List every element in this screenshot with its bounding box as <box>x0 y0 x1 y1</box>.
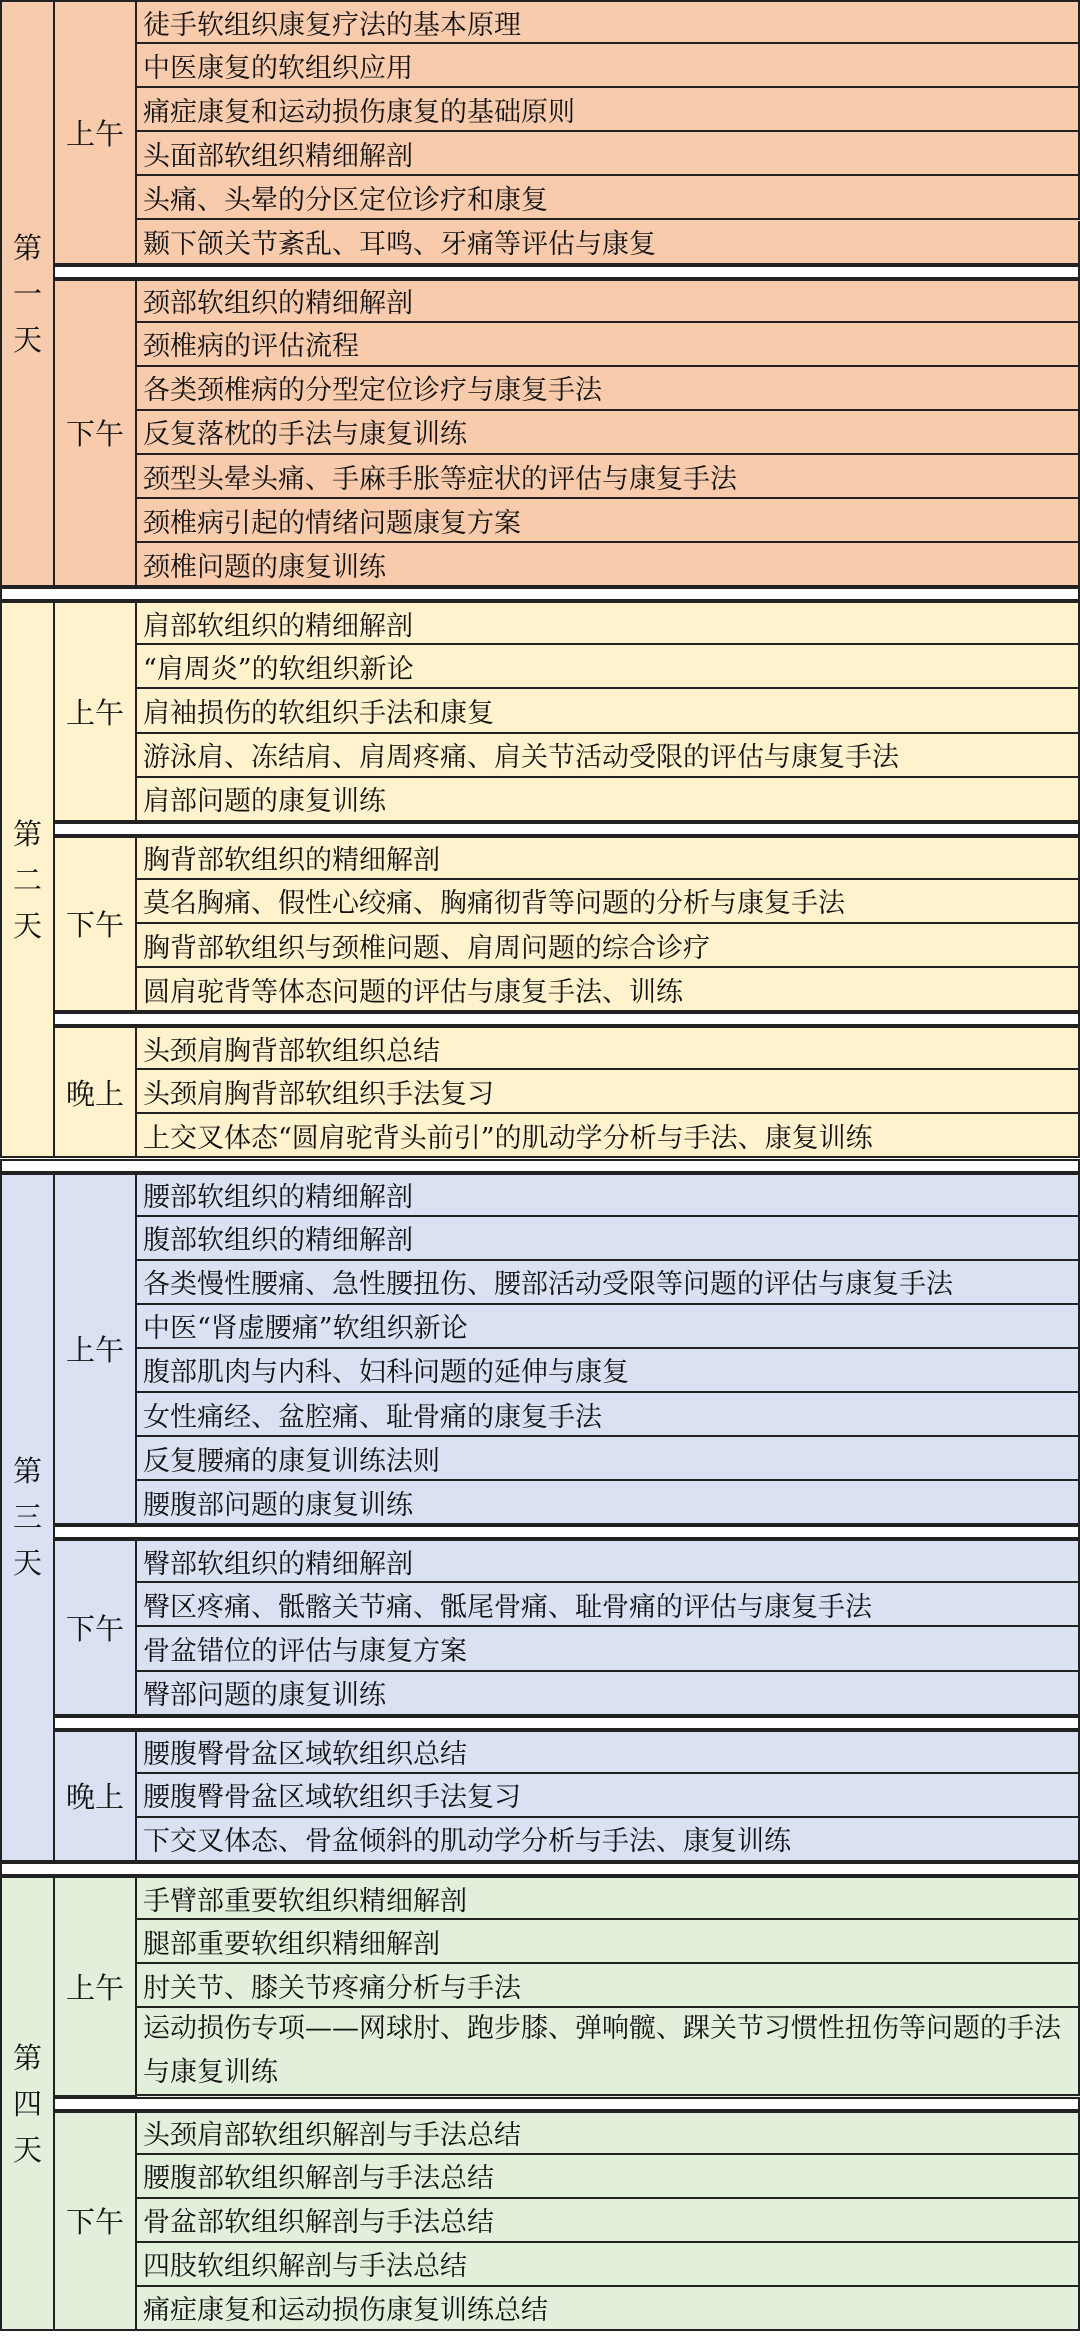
course-topic: 各类颈椎病的分型定位诊疗与康复手法 <box>137 367 1080 411</box>
course-topic: 头颈肩胸背部软组织手法复习 <box>137 1070 1080 1114</box>
course-topic: 颈椎病引起的情绪问题康复方案 <box>137 499 1080 543</box>
course-topic: 腰腹部问题的康复训练 <box>137 1481 1080 1525</box>
session-group <box>0 1876 1080 2097</box>
course-topic: 上交叉体态“圆肩驼背头前引”的肌动学分析与手法、康复训练 <box>137 1114 1080 1158</box>
session-label: 晚上 <box>55 1730 137 1862</box>
course-topic: 肩部问题的康复训练 <box>137 778 1080 822</box>
day-block <box>0 601 1080 1158</box>
session-label: 上午 <box>55 0 137 265</box>
course-topic: 头颈肩胸背部软组织总结 <box>137 1026 1080 1070</box>
day-separator <box>0 1862 1080 1876</box>
course-topic: 游泳肩、冻结肩、肩周疼痛、肩关节活动受限的评估与康复手法 <box>137 734 1080 778</box>
course-topic: 四肢软组织解剖与手法总结 <box>137 2243 1080 2287</box>
course-topic: 腹部肌肉与内科、妇科问题的延伸与康复 <box>137 1349 1080 1393</box>
session-group <box>0 1539 1080 1715</box>
session-separator <box>55 822 1080 836</box>
session-separator <box>55 1012 1080 1026</box>
course-topic: 颈椎问题的康复训练 <box>137 543 1080 587</box>
course-topic: 胸背部软组织与颈椎问题、肩周问题的综合诊疗 <box>137 924 1080 968</box>
course-topic: 肩部软组织的精细解剖 <box>137 601 1080 645</box>
session-label: 上午 <box>55 1876 137 2097</box>
day-label-char: 四 <box>12 2086 42 2121</box>
course-topic: 痛症康复和运动损伤康复的基础原则 <box>137 88 1080 132</box>
course-topic: 肩袖损伤的软组织手法和康复 <box>137 689 1080 733</box>
course-topic: 腰腹部软组织解剖与手法总结 <box>137 2155 1080 2199</box>
course-topic: 运动损伤专项——网球肘、跑步膝、弹响髋、踝关节习惯性扭伤等问题的手法与康复训练 <box>137 2008 1080 2096</box>
course-topic: 反复腰痛的康复训练法则 <box>137 1437 1080 1481</box>
course-topic: 圆肩驼背等体态问题的评估与康复手法、训练 <box>137 968 1080 1012</box>
course-topic: 腰部软组织的精细解剖 <box>137 1173 1080 1217</box>
course-topic: 下交叉体态、骨盆倾斜的肌动学分析与手法、康复训练 <box>137 1818 1080 1862</box>
course-topic: 骨盆部软组织解剖与手法总结 <box>137 2199 1080 2243</box>
day-label-char: 天 <box>12 1546 42 1581</box>
session-label: 下午 <box>55 1539 137 1715</box>
session-group <box>0 0 1080 265</box>
course-topic: 颈椎病的评估流程 <box>137 323 1080 367</box>
course-topic: 臀部软组织的精细解剖 <box>137 1539 1080 1583</box>
day-label-char: 第 <box>12 2040 42 2075</box>
course-topic: 中医“肾虚腰痛”软组织新论 <box>137 1305 1080 1349</box>
day-label-char: 二 <box>12 862 42 897</box>
session-label: 下午 <box>55 279 137 588</box>
day-label-char: 三 <box>12 1500 42 1535</box>
course-topic: 头痛、头晕的分区定位诊疗和康复 <box>137 176 1080 220</box>
course-topic: 手臂部重要软组织精细解剖 <box>137 1876 1080 1920</box>
session-separator <box>55 265 1080 279</box>
day-label <box>0 601 55 1158</box>
day-label-char: 天 <box>12 908 42 943</box>
day-label-char: 第 <box>12 1454 42 1489</box>
session-label: 上午 <box>55 601 137 822</box>
day-label <box>0 0 55 587</box>
day-separator <box>0 1159 1080 1173</box>
session-label: 下午 <box>55 2111 137 2332</box>
session-label: 下午 <box>55 836 137 1012</box>
course-topic: 头颈肩部软组织解剖与手法总结 <box>137 2111 1080 2155</box>
day-label-char: 第 <box>12 816 42 851</box>
session-label: 上午 <box>55 1173 137 1526</box>
day-label-char: 天 <box>12 2132 42 2167</box>
day-block <box>0 1876 1080 2331</box>
day-block <box>0 1173 1080 1863</box>
course-topic: 徒手软组织康复疗法的基本原理 <box>137 0 1080 44</box>
course-topic: 女性痛经、盆腔痛、耻骨痛的康复手法 <box>137 1393 1080 1437</box>
day-label <box>0 1173 55 1863</box>
day-label-char: 天 <box>12 322 42 357</box>
day-separator <box>0 587 1080 601</box>
day-label-char: 第 <box>12 230 42 265</box>
course-topic: 腹部软组织的精细解剖 <box>137 1217 1080 1261</box>
session-separator <box>55 1716 1080 1730</box>
course-topic: 肘关节、膝关节疼痛分析与手法 <box>137 1964 1080 2008</box>
course-topic: 骨盆错位的评估与康复方案 <box>137 1627 1080 1671</box>
day-label <box>0 1876 55 2331</box>
course-topic: 反复落枕的手法与康复训练 <box>137 411 1080 455</box>
session-group <box>0 1730 1080 1862</box>
day-block <box>0 0 1080 587</box>
session-group <box>0 2111 1080 2332</box>
session-separator <box>55 2097 1080 2111</box>
course-topic: 莫名胸痛、假性心绞痛、胸痛彻背等问题的分析与康复手法 <box>137 880 1080 924</box>
day-label-char: 一 <box>12 276 42 311</box>
course-topic: 痛症康复和运动损伤康复训练总结 <box>137 2287 1080 2331</box>
course-topic: 腰腹臀骨盆区域软组织总结 <box>137 1730 1080 1774</box>
session-group <box>0 1026 1080 1158</box>
course-topic: 中医康复的软组织应用 <box>137 44 1080 88</box>
course-topic: 臀部问题的康复训练 <box>137 1672 1080 1716</box>
course-topic: 腰腹臀骨盆区域软组织手法复习 <box>137 1774 1080 1818</box>
course-topic: 颈型头晕头痛、手麻手胀等症状的评估与康复手法 <box>137 455 1080 499</box>
session-group <box>0 836 1080 1012</box>
course-topic: 颈部软组织的精细解剖 <box>137 279 1080 323</box>
course-topic: 颞下颌关节紊乱、耳鸣、牙痛等评估与康复 <box>137 221 1080 265</box>
course-topic: 臀区疼痛、骶髂关节痛、骶尾骨痛、耻骨痛的评估与康复手法 <box>137 1583 1080 1627</box>
session-group <box>0 601 1080 822</box>
course-topic: “肩周炎”的软组织新论 <box>137 645 1080 689</box>
session-group <box>0 279 1080 588</box>
course-topic: 胸背部软组织的精细解剖 <box>137 836 1080 880</box>
course-topic: 腿部重要软组织精细解剖 <box>137 1920 1080 1964</box>
session-separator <box>55 1525 1080 1539</box>
course-topic: 各类慢性腰痛、急性腰扭伤、腰部活动受限等问题的评估与康复手法 <box>137 1261 1080 1305</box>
session-group <box>0 1173 1080 1526</box>
session-label: 晚上 <box>55 1026 137 1158</box>
course-topic: 头面部软组织精细解剖 <box>137 132 1080 176</box>
